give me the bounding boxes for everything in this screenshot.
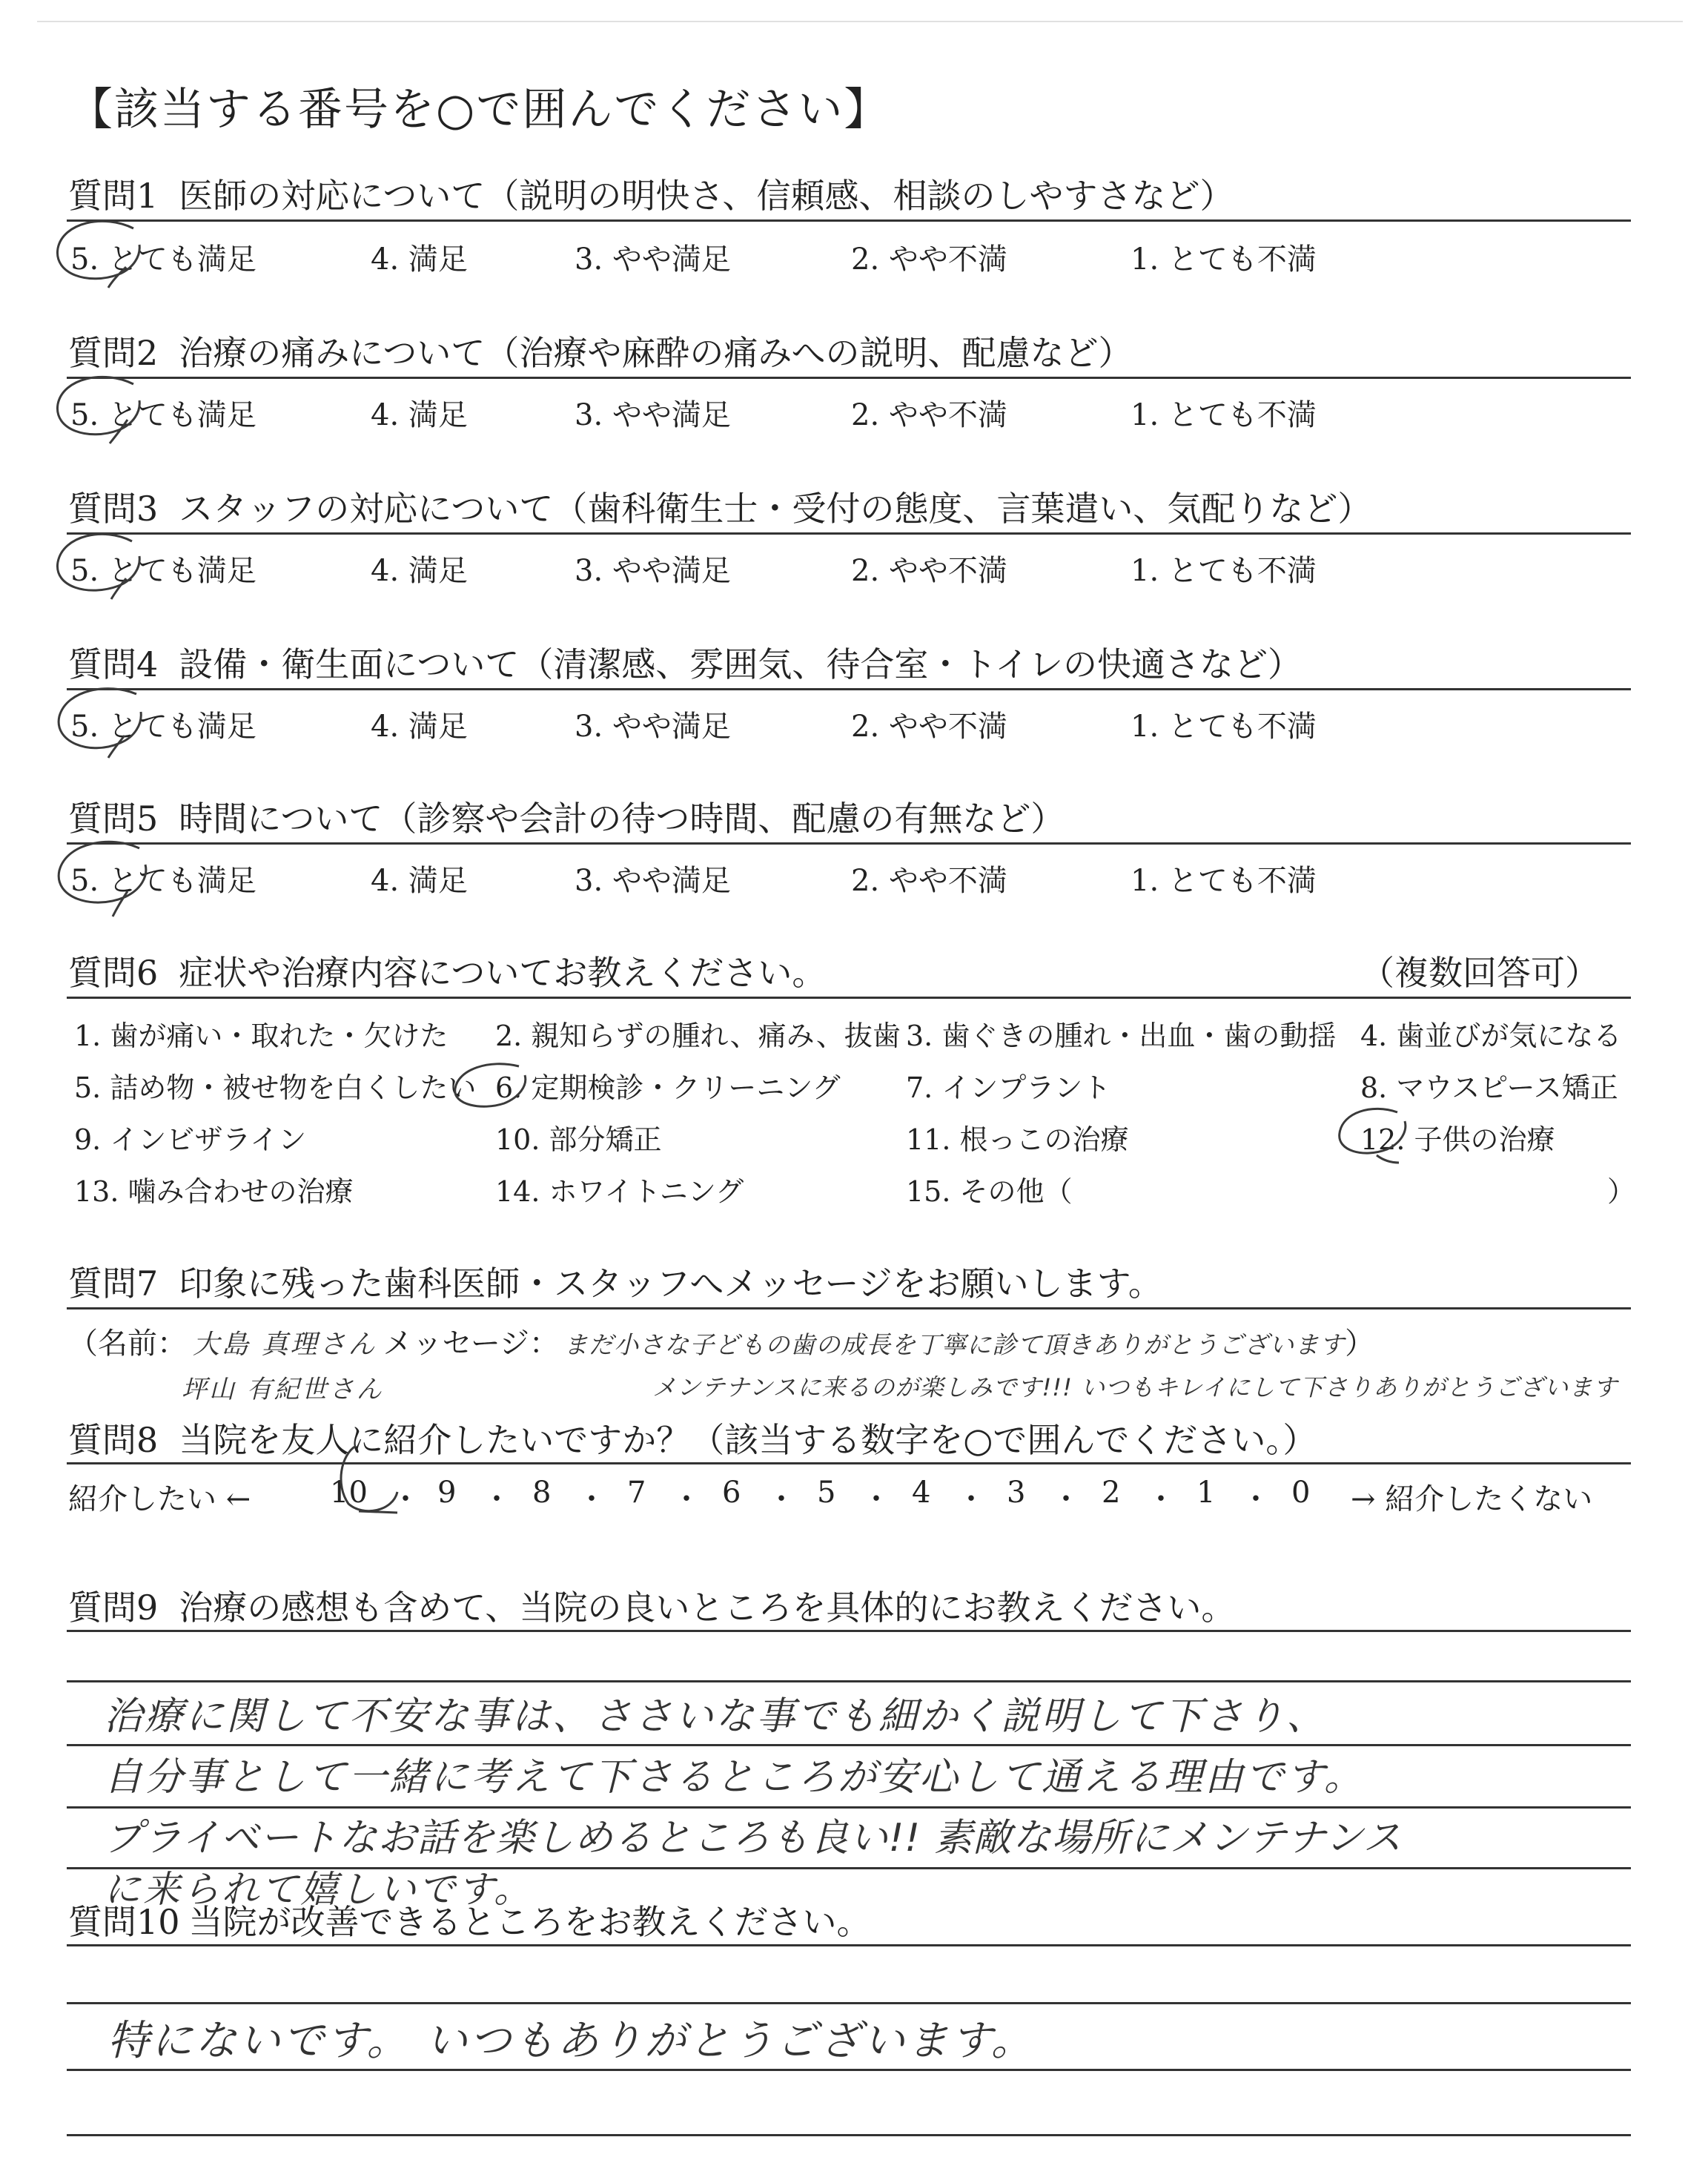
answer-rule: [67, 1680, 1631, 1682]
option-1[interactable]: 1. とても不満: [1131, 864, 1317, 898]
pencil-circle-mark: [1331, 1103, 1420, 1170]
scale-separator: ・: [1241, 1482, 1271, 1516]
option-3[interactable]: 3. やや満足: [575, 554, 731, 588]
option-5[interactable]: 5. とても満足: [70, 554, 256, 588]
symptom-item[interactable]: 1. 歯が痛い・取れた・欠けた: [74, 1020, 448, 1052]
question-text: 医師の対応について（説明の明快さ、信頼感、相談のしやすさなど）: [179, 176, 1234, 216]
option-3[interactable]: 3. やや満足: [575, 242, 731, 277]
scale-9[interactable]: 9: [437, 1476, 457, 1510]
option-5[interactable]: 5. とても満足: [70, 710, 256, 744]
question-text: 治療の感想も含めて、当院の良いところを具体的にお教えください。: [179, 1588, 1236, 1628]
option-5[interactable]: 5. とても満足: [70, 398, 256, 432]
option-3[interactable]: 3. やや満足: [575, 710, 731, 744]
scale-7[interactable]: 7: [627, 1476, 646, 1510]
question-title: [68, 326, 1132, 375]
handwritten-message: まだ小さな子どもの歯の成長を丁寧に診て頂きありがとうございます: [563, 1330, 1345, 1359]
scale-1[interactable]: 1: [1196, 1476, 1216, 1510]
option-2[interactable]: 2. やや不満: [851, 864, 1007, 898]
name-message-line: [68, 1320, 1374, 1362]
question-number: 質問2: [68, 333, 159, 373]
question-rule: [67, 688, 1631, 690]
scale-separator: ・: [956, 1482, 986, 1516]
other-close-paren: ）: [1607, 1175, 1636, 1208]
answer-rule: [67, 2002, 1631, 2004]
option-2[interactable]: 2. やや不満: [851, 710, 1007, 744]
scale-separator: ・: [577, 1482, 606, 1516]
question-title: [68, 1413, 1317, 1462]
option-3[interactable]: 3. やや満足: [575, 864, 731, 898]
option-4[interactable]: 4. 満足: [371, 242, 468, 277]
question-number: 質問4: [68, 644, 159, 684]
option-2[interactable]: 2. やや不満: [851, 554, 1007, 588]
symptom-item[interactable]: 7. インプラント: [906, 1071, 1111, 1104]
question-rule: [67, 1462, 1631, 1464]
symptom-item[interactable]: 11. 根っこの治療: [906, 1123, 1129, 1156]
question-rule: [67, 842, 1631, 845]
option-5[interactable]: 5. とても満足: [70, 242, 256, 277]
question-text: 設備・衛生面について（清潔感、雰囲気、待合室・トイレの快適さなど）: [179, 644, 1302, 684]
multiple-answer-note: （複数回答可）: [1360, 953, 1599, 993]
scale-3[interactable]: 3: [1007, 1476, 1026, 1510]
symptom-item[interactable]: 10. 部分矯正: [495, 1123, 662, 1156]
handwritten-answer: 特にないです。 いつもありがとうございます。: [107, 2017, 1035, 2065]
question-number: 質問9: [68, 1588, 159, 1628]
question-rule: [67, 377, 1631, 379]
symptom-item[interactable]: 13. 噛み合わせの治療: [74, 1175, 354, 1208]
question-text: 治療の痛みについて（治療や麻酔の痛みへの説明、配慮など）: [179, 333, 1133, 373]
pencil-circle-mark: [44, 215, 163, 297]
question-title: [68, 482, 1371, 531]
option-2[interactable]: 2. やや不満: [851, 398, 1007, 432]
scale-2[interactable]: 2: [1102, 1476, 1121, 1510]
option-2[interactable]: 2. やや不満: [851, 242, 1007, 277]
pencil-circle-mark: [44, 835, 178, 924]
scale-4[interactable]: 4: [912, 1476, 931, 1510]
pencil-circle-mark: [326, 1440, 408, 1522]
option-4[interactable]: 4. 満足: [371, 554, 468, 588]
symptom-item[interactable]: 3. 歯ぐきの腫れ・出血・歯の動揺: [906, 1020, 1337, 1052]
option-4[interactable]: 4. 満足: [371, 398, 468, 432]
question-rule: [67, 997, 1631, 999]
symptom-item[interactable]: 6. 定期検診・クリーニング: [495, 1071, 841, 1104]
symptom-item[interactable]: 15. その他（: [906, 1175, 1073, 1208]
scale-8[interactable]: 8: [532, 1476, 552, 1510]
scale-0[interactable]: 0: [1291, 1476, 1311, 1510]
scale-separator: ・: [861, 1482, 891, 1516]
handwritten-answer-line: 自分事として一緒に考えて下さるところが安心して通える理由です。: [104, 1755, 1365, 1800]
scale-left-label: 紹介したい ←: [68, 1482, 251, 1516]
question-number: 質問1: [68, 176, 159, 216]
question-rule: [67, 532, 1631, 535]
question-number: 質問10: [68, 1902, 180, 1942]
question-title: [68, 638, 1302, 687]
name-label: （名前：: [68, 1327, 187, 1361]
handwritten-answer-line: プライベートなお話を楽しめるところも良い!! 素敵な場所にメンテナンス: [104, 1816, 1403, 1860]
handwritten-name: 大島 真理さん: [193, 1330, 377, 1360]
question-title: [68, 792, 1065, 841]
answer-rule: [67, 2069, 1631, 2071]
question-text: 時間について（診察や会計の待つ時間、配慮の有無など）: [179, 799, 1065, 839]
scale-separator: ・: [1051, 1482, 1081, 1516]
pencil-circle-mark: [44, 526, 163, 608]
question-text: 症状や治療内容についてお教えください。: [179, 953, 827, 993]
option-4[interactable]: 4. 満足: [371, 864, 468, 898]
handwritten-answer-line: 治療に関して不安な事は、ささいな事でも細かく説明して下さり、: [104, 1694, 1328, 1739]
scale-separator: ・: [1146, 1482, 1176, 1516]
symptom-item[interactable]: 2. 親知らずの腫れ、痛み、抜歯: [495, 1020, 901, 1052]
question-title: [68, 169, 1234, 218]
scale-separator: ・: [672, 1482, 701, 1516]
question-number: 質問8: [68, 1420, 159, 1460]
answer-rule: [67, 2134, 1631, 2136]
handwritten-answer-line: に来られて嬉しいです。: [104, 1868, 533, 1911]
symptom-item[interactable]: 14. ホワイトニング: [495, 1175, 744, 1208]
message-close-paren: ）: [1345, 1327, 1375, 1361]
handwritten-extra-message: メンテナンスに来るのが楽しみです!!! いつもキレイにして下さりありがとうございます: [652, 1373, 1618, 1401]
question-title: [68, 1581, 1235, 1630]
message-label: メッセージ：: [383, 1327, 560, 1361]
scale-10[interactable]: 10: [330, 1476, 368, 1510]
scale-separator: ・: [482, 1482, 512, 1516]
question-number: 質問5: [68, 799, 159, 839]
question-text: 当院が改善できるところをお教えください。: [188, 1902, 871, 1942]
option-1[interactable]: 1. とても不満: [1131, 242, 1317, 277]
question-title: [68, 946, 826, 995]
scale-6[interactable]: 6: [722, 1476, 741, 1510]
question-number: 質問6: [68, 953, 159, 993]
page-title: 【該当する番号を○で囲んでください】: [68, 84, 890, 136]
pencil-circle-mark: [44, 371, 163, 452]
option-1[interactable]: 1. とても不満: [1131, 710, 1317, 744]
question-rule: [67, 1307, 1631, 1309]
scale-separator: ・: [767, 1482, 796, 1516]
question-text: 印象に残った歯科医師・スタッフへメッセージをお願いします。: [179, 1264, 1162, 1304]
symptom-item[interactable]: 12. 子供の治療: [1360, 1123, 1555, 1156]
symptom-item[interactable]: 4. 歯並びが気になる: [1360, 1020, 1622, 1052]
question-number: 質問7: [68, 1264, 159, 1304]
question-title: [68, 1895, 871, 1944]
scale-separator: ・: [391, 1482, 420, 1516]
question-text: スタッフの対応について（歯科衛生士・受付の態度、言葉遣い、気配りなど）: [179, 489, 1372, 529]
question-rule: [67, 219, 1631, 222]
question-number: 質問3: [68, 489, 159, 529]
pencil-circle-mark: [445, 1059, 541, 1118]
option-5[interactable]: 5. とても満足: [70, 864, 256, 898]
question-text: 当院を友人に紹介したいですか？（該当する数字を○で囲んでください。）: [179, 1420, 1317, 1460]
question-title: [68, 1257, 1162, 1306]
scan-edge-line: [37, 21, 1683, 22]
symptom-item[interactable]: 8. マウスピース矯正: [1360, 1071, 1618, 1104]
answer-rule: [67, 1630, 1631, 1632]
option-1[interactable]: 1. とても不満: [1131, 398, 1317, 432]
symptom-item[interactable]: 9. インビザライン: [74, 1123, 307, 1156]
option-3[interactable]: 3. やや満足: [575, 398, 731, 432]
symptom-item[interactable]: 5. 詰め物・被せ物を白くしたい: [74, 1071, 477, 1104]
scale-5[interactable]: 5: [817, 1476, 836, 1510]
scale-right-label: → 紹介したくない: [1351, 1482, 1593, 1516]
option-1[interactable]: 1. とても不満: [1131, 554, 1317, 588]
option-4[interactable]: 4. 満足: [371, 710, 468, 744]
answer-rule: [67, 1944, 1631, 1946]
handwritten-extra-name: 坪山 有紀世さん: [182, 1375, 384, 1404]
pencil-circle-mark: [44, 682, 163, 764]
